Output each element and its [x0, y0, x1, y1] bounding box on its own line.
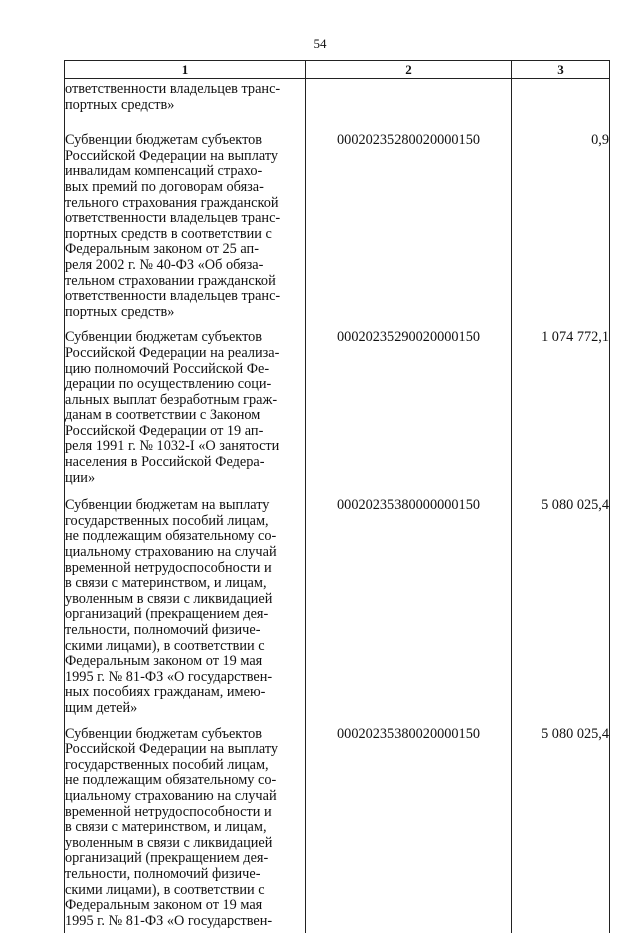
- row-amount: 5 080 025,4: [512, 498, 610, 726]
- row-amount: 5 080 025,4: [512, 727, 610, 933]
- table-row: [65, 498, 610, 726]
- row-description: Субвенции бюджетам субъектов Российской Федерации на выплату инвалидам компенсаций страхо- вых премий по договорам обяза- тельного страхования гражданской ответственности владельцев транс- портных средств в соответствии с Федеральным законом от 25 ап- реля 2002 г. № 40-ФЗ «Об обяза- тельном страховании гражданской ответственности владельцев транс- портных средств»: [65, 133, 306, 330]
- budget-table: [64, 60, 610, 933]
- row-amount: 0,9: [512, 133, 610, 330]
- column-header-2: 2: [306, 61, 512, 79]
- row-code: 00020235290020000150: [306, 330, 512, 498]
- row-code: 00020235380000000150: [306, 498, 512, 726]
- row-description: Субвенции бюджетам на выплату государственных пособий лицам, не подлежащим обязательному со- циальному страхованию на случай временной нетрудоспособности и в связи с материнством, и лицам, уволенным в связи с ликвидацией организаций (прекращением дея- тельности, полномочий физиче- скими лицами), в соответствии с Федеральным законом от 19 мая 1995 г. № 81-ФЗ «О государствен- ных пособиях гражданам, имею- щим детей»: [65, 498, 306, 726]
- column-header-3: 3: [512, 61, 610, 79]
- row-description: ответственности владельцев транс- портных средств»: [65, 79, 306, 134]
- table-row: [65, 79, 610, 134]
- row-description: Субвенции бюджетам субъектов Российской Федерации на реализа- цию полномочий Российской Фе- дерации по осуществлению соци- альных выплат безработным граж- данам в соответствии с Законом Российской Федерации от 19 ап- реля 1991 г. № 1032-I «О занятости населения в Российской Федера- ции»: [65, 330, 306, 498]
- table-row: [65, 727, 610, 933]
- row-amount: 1 074 772,1: [512, 330, 610, 498]
- table-header-row: [65, 61, 610, 79]
- row-code: [306, 79, 512, 134]
- page-number: 54: [313, 36, 327, 51]
- row-description: Субвенции бюджетам субъектов Российской Федерации на выплату государственных пособий лицам, не подлежащим обязательному со- циальному страхованию на случай временной нетрудоспособности и в связи с материнством, и лицам, уволенным в связи с ликвидацией организаций (прекращением дея- тельности, полномочий физиче- скими лицами), в соответствии с Федеральным законом от 19 мая 1995 г. № 81-ФЗ «О государствен-: [65, 727, 306, 933]
- table-row: [65, 330, 610, 498]
- table-row: [65, 133, 610, 330]
- row-code: 00020235280020000150: [306, 133, 512, 330]
- row-amount: [512, 79, 610, 134]
- row-code: 00020235380020000150: [306, 727, 512, 933]
- column-header-1: 1: [65, 61, 306, 79]
